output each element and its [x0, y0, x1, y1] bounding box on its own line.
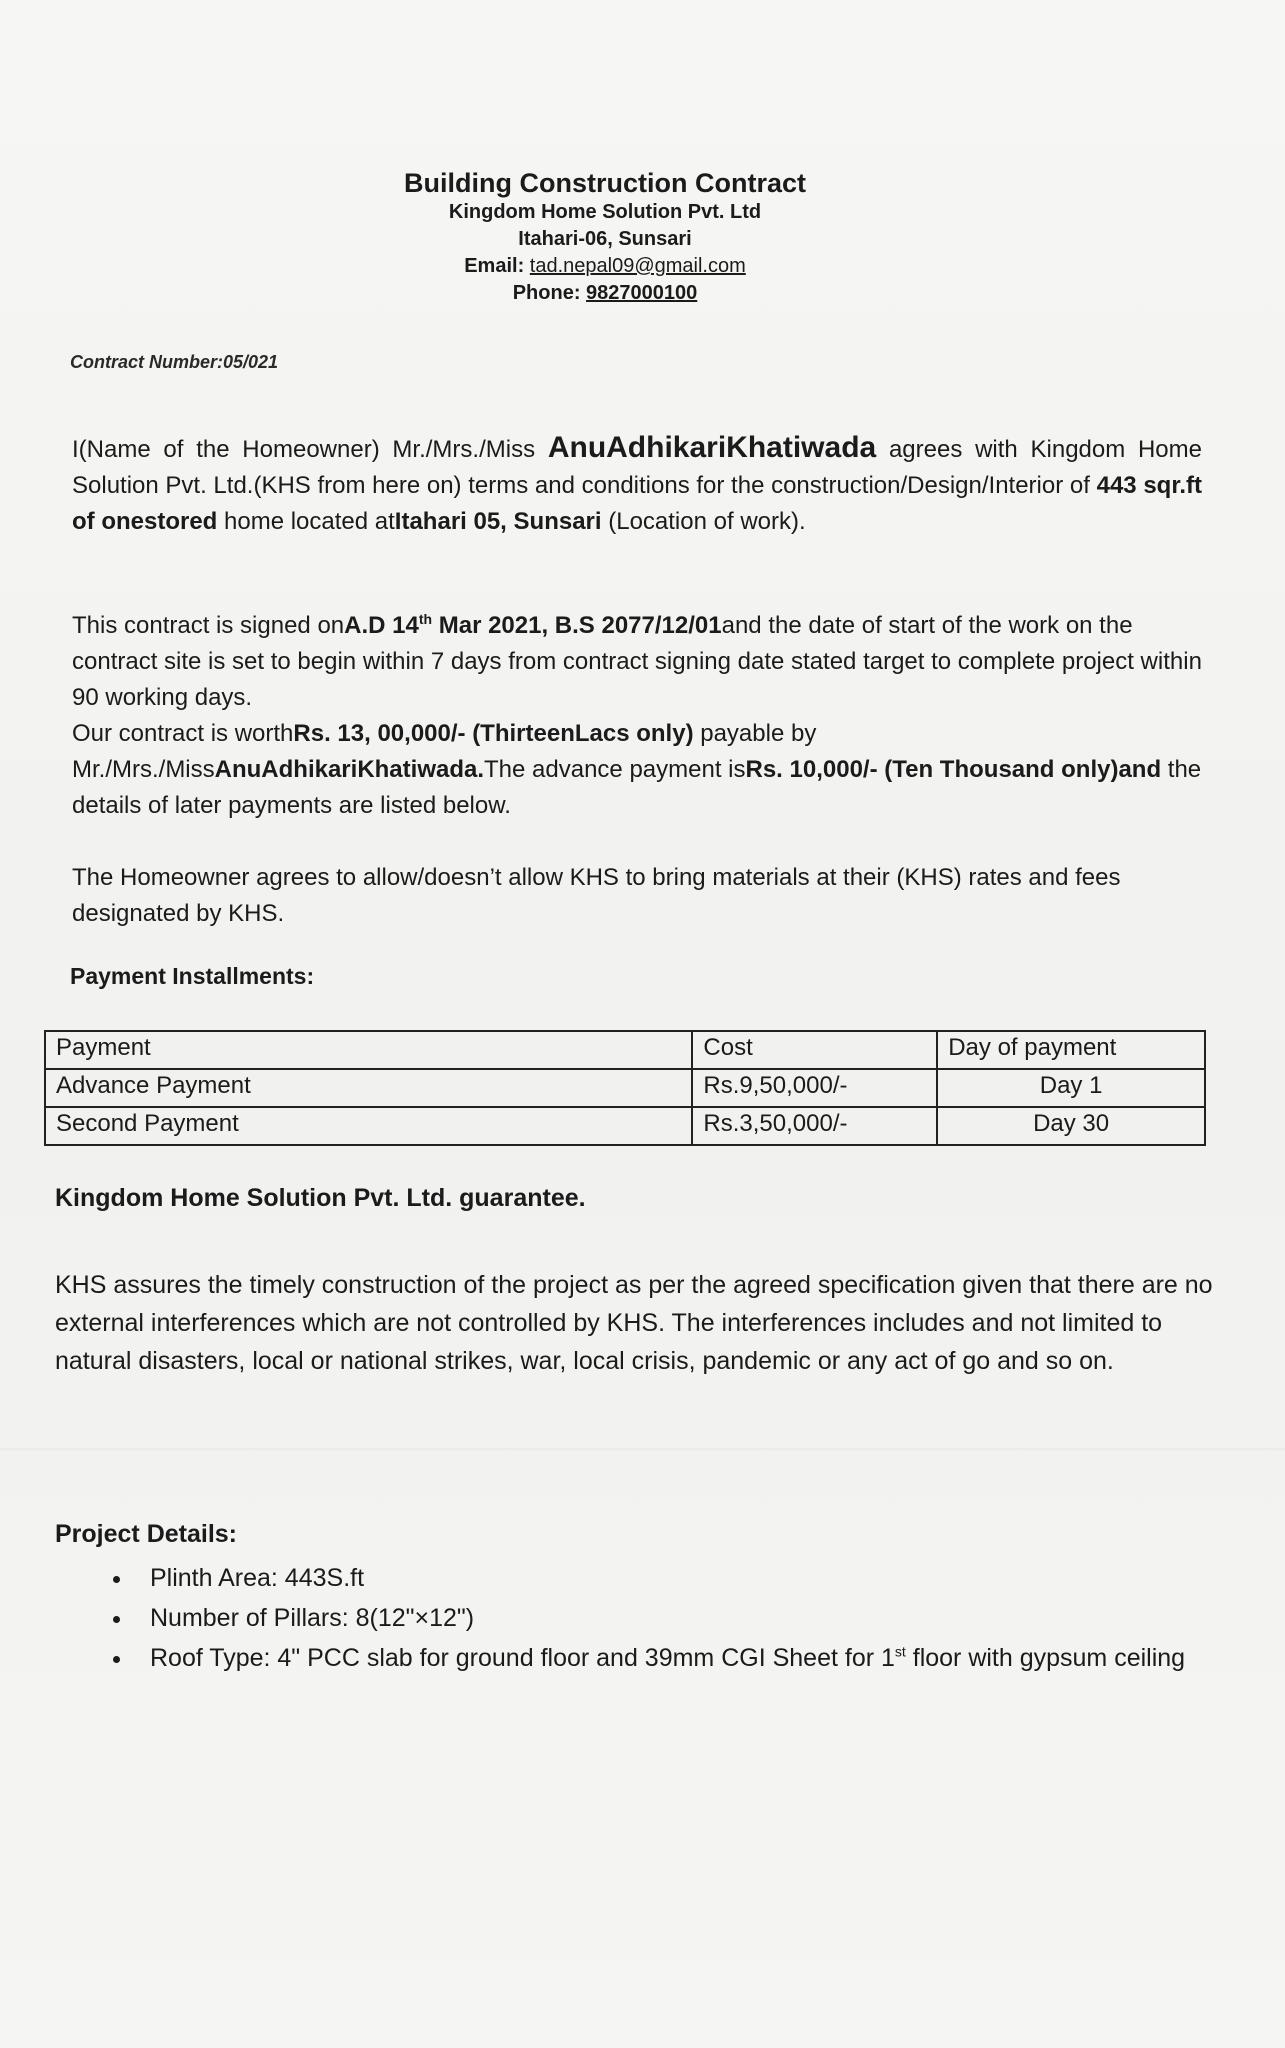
guarantee-paragraph: KHS assures the timely construction of the project as per the agreed specification given that there are no external interferences which are not controlled by KHS. The interferences includes and not limited to natural disasters, local or national strikes, war, local crisis, pandemic or any act of go and so on.	[55, 1271, 1213, 1375]
roof-text: floor with gypsum ceiling	[905, 1644, 1186, 1672]
table-row	[45, 1107, 1205, 1145]
phone-value: 9827000100	[586, 282, 698, 304]
table-header-row	[45, 1031, 1205, 1069]
table-row	[45, 1069, 1205, 1107]
location-text: Itahari 05, Sunsari	[394, 508, 602, 535]
company-name: Kingdom Home Solution Pvt. Ltd	[448, 201, 762, 223]
list-item: • Plinth Area: 443S.ft	[134, 1558, 1274, 1598]
phone-label: Phone:	[512, 282, 581, 304]
column-header: Cost	[692, 1031, 937, 1069]
payment-installments-table	[44, 1030, 1206, 1146]
text-fragment: Our contract is worth	[72, 720, 294, 747]
document-title: Building Construction Contract	[404, 168, 806, 198]
company-email	[0, 253, 1285, 280]
area-text: 443 sqr.ft of onestored	[72, 472, 1202, 535]
list-item: • Number of Pillars: 8(12"×12")	[134, 1598, 1274, 1638]
text-fragment: The advance payment is	[484, 756, 746, 783]
column-header: Day of payment	[937, 1031, 1205, 1069]
signing-paragraph	[72, 608, 1202, 824]
homeowner-name: AnuAdhikariKhatiwada	[547, 431, 877, 464]
contract-number: Contract Number:05/021	[70, 352, 279, 372]
table-cell: Rs.3,50,000/-	[692, 1107, 937, 1145]
column-header: Payment	[45, 1031, 692, 1069]
table-cell: Day 1	[937, 1069, 1205, 1107]
guarantee-heading: Kingdom Home Solution Pvt. Ltd. guarantee.	[55, 1184, 586, 1212]
letterhead	[0, 168, 1285, 307]
text-fragment: agrees with Kingdom Home Solution Pvt. Ltd.(KHS from here on) terms and conditions for the construction/Design/Interior of	[72, 436, 1202, 499]
table-cell: Second Payment	[45, 1107, 692, 1145]
materials-paragraph: The Homeowner agrees to allow/doesn’t allow KHS to bring materials at their (KHS) rates and fees designated by KHS.	[72, 864, 1121, 927]
table-cell: Advance Payment	[45, 1069, 692, 1107]
contract-worth: Rs. 13, 00,000/- (ThirteenLacs only)	[293, 720, 694, 747]
project-details-list	[92, 1558, 1274, 1678]
roof-superscript: st	[894, 1643, 906, 1660]
email-value: tad.nepal09@gmail.com	[529, 255, 746, 277]
date-prefix: A.D 14	[344, 612, 419, 639]
text-fragment: I(Name of the Homeowner) Mr./Mrs./Miss	[72, 436, 548, 463]
company-phone	[0, 280, 1285, 307]
payer-name: AnuAdhikariKhatiwada.	[214, 756, 485, 783]
paper-fold-line	[0, 1448, 1285, 1452]
table-cell: Day 30	[937, 1107, 1205, 1145]
date-suffix: Mar 2021, B.S 2077/12/01	[432, 612, 722, 639]
text-fragment: (Location of work).	[601, 508, 806, 535]
roof-text: Roof Type: 4" PCC slab for ground floor and 39mm CGI Sheet for 1	[150, 1644, 895, 1672]
text-fragment: payable by Mr./Mrs./Miss	[72, 720, 817, 783]
table-cell: Rs.9,50,000/-	[692, 1069, 937, 1107]
list-item	[134, 1638, 1274, 1678]
payment-installments-heading: Payment Installments:	[70, 963, 315, 989]
agreement-paragraph	[72, 430, 1202, 540]
date-superscript: th	[418, 611, 433, 627]
company-address: Itahari-06, Sunsari	[518, 228, 692, 250]
text-fragment: This contract is signed on	[72, 612, 345, 639]
text-fragment: home located at	[217, 508, 395, 535]
text-fragment: the details of later payments are listed below.	[72, 756, 1202, 819]
text-fragment: and the date of start of the work on the contract site is set to begin within 7 days from contract signing date stated target to complete project within 90 working days.	[72, 612, 1202, 711]
signing-date	[344, 612, 721, 639]
project-details-heading: Project Details:	[55, 1520, 238, 1548]
email-label: Email:	[464, 255, 525, 277]
advance-amount: Rs. 10,000/- (Ten Thousand only)and	[745, 756, 1162, 783]
